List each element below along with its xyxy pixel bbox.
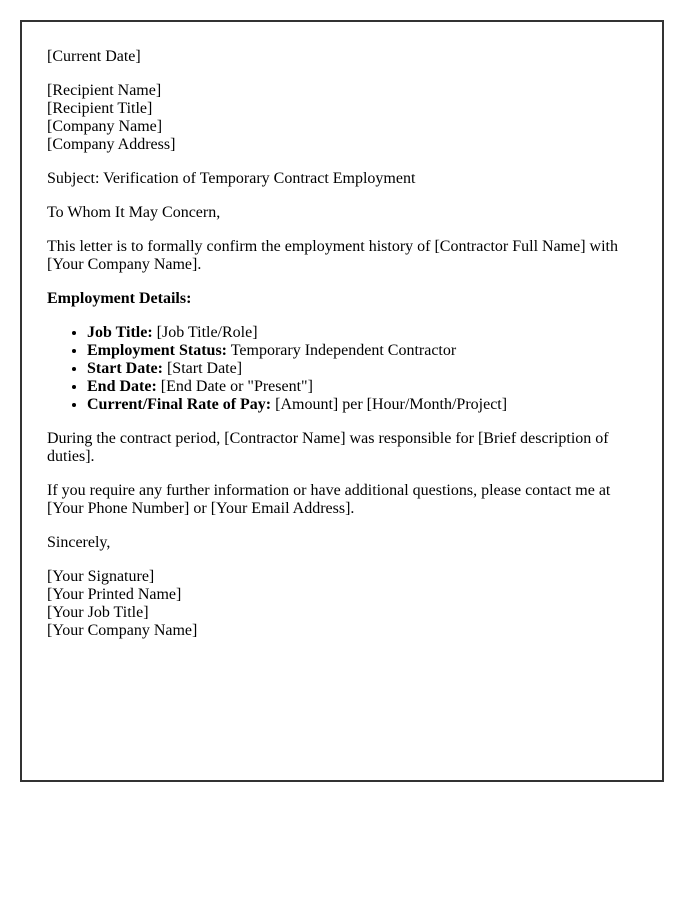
detail-value: [Start Date] [166,360,243,377]
list-item [87,324,637,342]
job-title-line: [Your Job Title] [47,604,149,621]
list-item [87,378,637,396]
closing: Sincerely, [47,534,111,551]
list-item [87,342,637,360]
detail-label: Job Title: [87,324,153,341]
detail-value: Temporary Independent Contractor [230,342,457,359]
intro-paragraph: This letter is to formally confirm the employment history of [Contractor Full Name] with [Your Company Name]. [47,238,618,273]
detail-label: Employment Status: [87,342,228,359]
subject-line: Subject: Verification of Temporary Contract Employment [47,170,416,187]
printed-name-line: [Your Printed Name] [47,586,182,603]
detail-value: [Amount] per [Hour/Month/Project] [275,396,508,413]
signature-line: [Your Signature] [47,568,155,585]
duties-paragraph: During the contract period, [Contractor Name] was responsible for [Brief description of duties]. [47,430,609,465]
details-heading [47,290,637,308]
recipient-block [47,82,637,154]
date-line: [Current Date] [47,48,141,65]
salutation: To Whom It May Concern, [47,204,221,221]
recipient-title: [Recipient Title] [47,100,153,117]
detail-label: Start Date: [87,360,163,377]
signature-block [47,568,637,640]
recipient-company-name: [Company Name] [47,118,163,135]
detail-label: End Date: [87,378,157,395]
list-item [87,396,637,414]
contact-paragraph: If you require any further information or have additional questions, please contact me at [Your Phone Number] or [Your Email Address]. [47,482,611,517]
list-item [87,360,637,378]
details-list [47,324,637,414]
detail-value: [Job Title/Role] [156,324,258,341]
details-heading-text: Employment Details: [47,290,192,307]
recipient-name: [Recipient Name] [47,82,162,99]
letter-page [20,20,664,782]
company-name-line: [Your Company Name] [47,622,198,639]
detail-value: [End Date or "Present"] [160,378,313,395]
detail-label: Current/Final Rate of Pay: [87,396,272,413]
recipient-company-address: [Company Address] [47,136,176,153]
